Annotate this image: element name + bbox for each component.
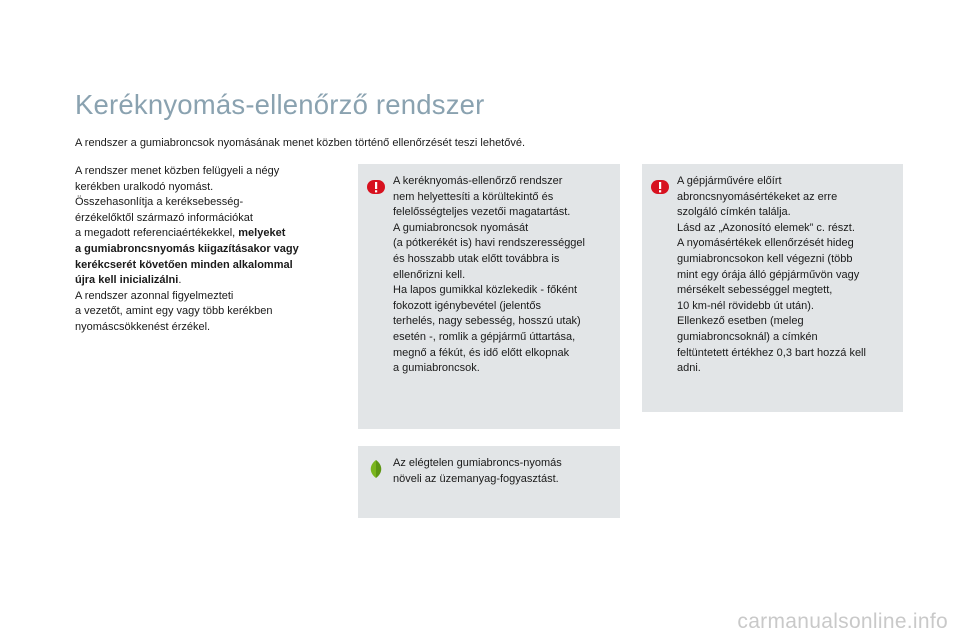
box-line: gumiabroncsokon kell végezni (több — [677, 252, 853, 265]
page-title: Keréknyomás-ellenőrző rendszer — [75, 89, 485, 120]
box-line: ellenőrizni kell. — [393, 268, 466, 281]
box-line: a gumiabroncsok. — [393, 362, 480, 375]
box-line: A keréknyomás-ellenőrző rendszer — [393, 175, 563, 187]
box-line: Ha lapos gumikkal közlekedik - főként — [393, 284, 578, 297]
box-line: Ellenkező esetben (meleg — [677, 315, 804, 328]
bold-text: melyeket — [238, 227, 286, 240]
paragraph-line: Összehasonlítja a keréksebesség- — [75, 196, 244, 209]
box-line: abroncsnyomásértékeket az erre — [677, 190, 838, 203]
box-line: szolgáló címkén találja. — [677, 206, 791, 219]
paragraph-line: nyomáscsökkenést érzékel. — [75, 320, 211, 333]
box-line: terhelés, nagy sebesség, hosszú utak) — [393, 315, 581, 328]
warning-icon — [366, 177, 386, 197]
box-line: és hosszabb utak előtt továbbra is — [393, 252, 560, 265]
paragraph-line: érzékelőktől származó információkat — [75, 211, 253, 224]
bold-text: kerékcserét követően minden alkalommal — [75, 258, 293, 271]
box-line: mint egy órája álló gépjárművön vagy — [677, 268, 860, 281]
paragraph-line: kerékben uralkodó nyomást. — [75, 180, 214, 193]
warning-icon — [650, 177, 670, 197]
box-line: mérsékelt sebességgel megtett, — [677, 284, 833, 297]
warning-box-pressure-values — [642, 164, 903, 412]
box-line: (a pótkerékét is) havi rendszerességgel — [393, 237, 585, 250]
paragraph-line: A rendszer azonnal figyelmezteti — [75, 289, 234, 302]
box-line: nem helyettesíti a körültekintő és — [393, 190, 554, 203]
watermark: carmanualsonline.info — [737, 610, 948, 633]
box-line: növeli az üzemanyag-fogyasztást. — [393, 472, 559, 485]
box-line: feltüntetett értékhez 0,3 bart hozzá kell — [677, 346, 866, 359]
paragraph-line — [75, 273, 340, 289]
paragraph-line — [75, 242, 340, 258]
bold-text: újra kell inicializálni — [75, 274, 179, 287]
intro-text: A rendszer a gumiabroncsok nyomásának menet közben történő ellenőrzését teszi lehetővé. — [75, 137, 526, 149]
box-line: Az elégtelen gumiabroncs-nyomás — [393, 457, 562, 469]
box-line: Lásd az „Azonosító elemek” c. részt. — [677, 221, 855, 234]
bold-text: a gumiabroncsnyomás kiigazításakor vagy — [75, 242, 299, 255]
left-column-text — [75, 164, 340, 336]
box-line: esetén -, romlik a gépjármű úttartása, — [393, 330, 576, 343]
text-span: a megadott referenciaértékekkel, — [75, 227, 239, 240]
eco-tip-box — [358, 446, 620, 518]
text-span: . — [178, 274, 182, 287]
paragraph-line: A rendszer menet közben felügyeli a négy — [75, 165, 280, 177]
paragraph-line: a vezetőt, amint egy vagy több kerékben — [75, 305, 273, 318]
paragraph-line — [75, 258, 340, 274]
box-line: A gumiabroncsok nyomását — [393, 221, 529, 234]
box-line: megnő a fékút, és idő előtt elkopnak — [393, 346, 570, 359]
warning-box-tire-safety — [358, 164, 620, 429]
box-line: A gépjárművére előírt — [677, 175, 782, 187]
eco-leaf-icon — [366, 459, 386, 479]
box-line: felelősségteljes vezetői magatartást. — [393, 206, 571, 219]
paragraph-line — [75, 226, 340, 242]
box-line: 10 km-nél rövidebb út után). — [677, 299, 814, 312]
box-line: gumiabroncsoknál) a címkén — [677, 330, 818, 343]
box-line: A nyomásértékek ellenőrzését hideg — [677, 237, 854, 250]
box-line: fokozott igénybevétel (jelentős — [393, 299, 541, 312]
box-line: adni. — [677, 362, 701, 375]
